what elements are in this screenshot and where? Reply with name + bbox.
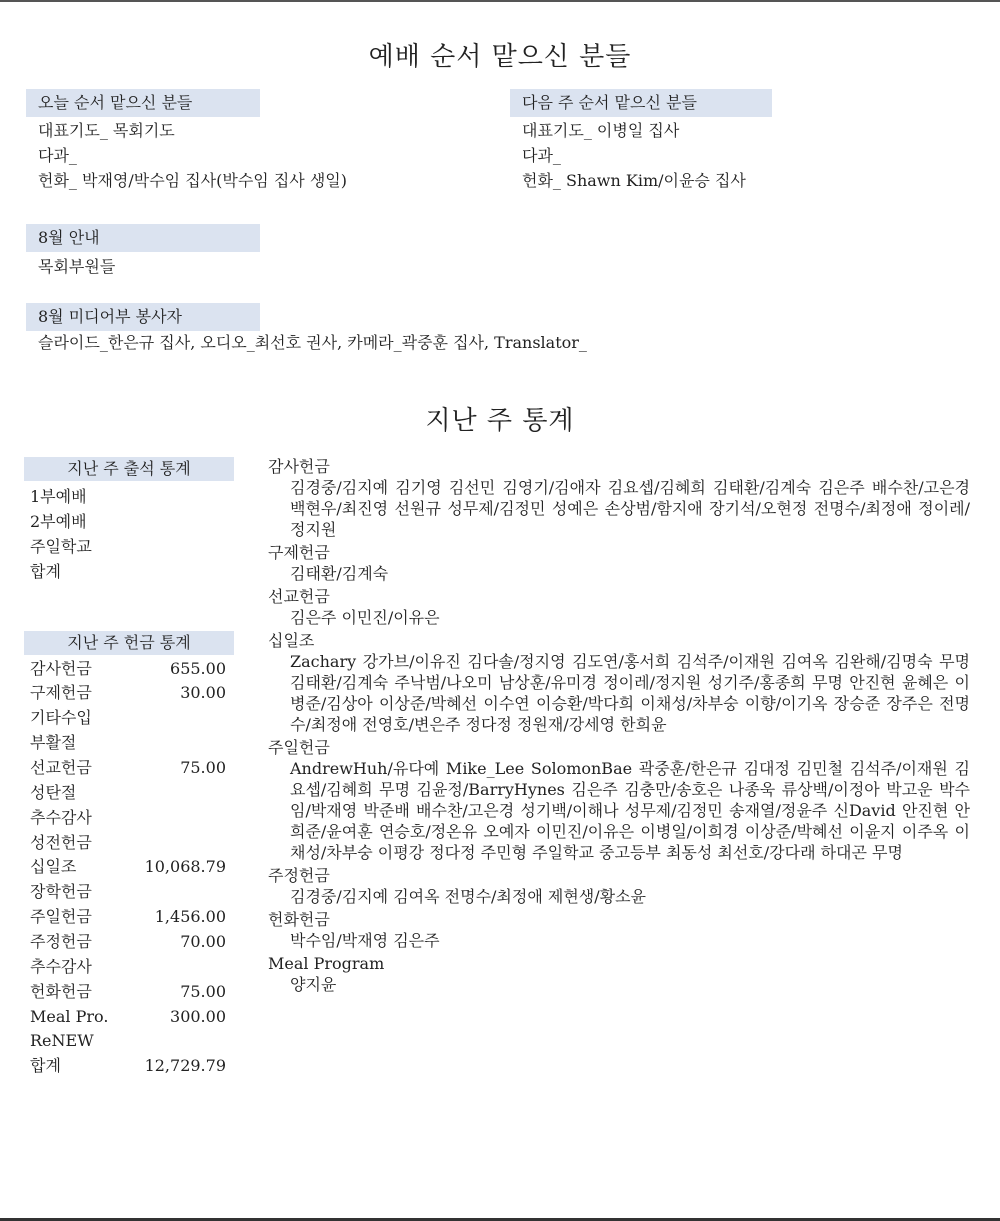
offering-row — [30, 681, 226, 705]
offering-amount: 12,729.79 — [144, 1056, 226, 1075]
offering-label: 주정헌금 — [30, 932, 92, 951]
offering-label: 선교헌금 — [30, 758, 92, 777]
offering-row — [30, 831, 226, 855]
offering-row — [30, 756, 226, 780]
offering-category: 주정헌금 — [268, 866, 330, 885]
offering-category: 선교헌금 — [268, 587, 330, 606]
offering-amount: 300.00 — [170, 1007, 226, 1026]
next-week-line: 다과_ — [522, 146, 561, 165]
offering-label: 성전헌금 — [30, 833, 92, 852]
offering-row — [30, 706, 226, 730]
offering-row — [30, 955, 226, 979]
offering-row — [30, 806, 226, 830]
attendance-row: 1부예배 — [30, 487, 87, 506]
offering-category: 주일헌금 — [268, 738, 330, 757]
today-header: 오늘 순서 맡으신 분들 — [26, 89, 260, 117]
offering-category: 십일조 — [268, 631, 315, 650]
offering-row — [30, 657, 226, 681]
offering-amount: 10,068.79 — [144, 857, 226, 876]
offering-amount: 75.00 — [180, 758, 226, 777]
offering-names: Zachary 강가브/이유진 김다솔/정지영 김도연/홍서희 김석주/이재원 김여옥 김완해/김명숙 무명 김태환/김계숙 주낙범/나오미 남상훈/유미경 정이레/정지원 성기주/홍종희 무명 안진현 윤혜은 이병준/김상아 이상준/박혜선 이수연 이승환/박다희 이채성/차부숭 이향/이기옥 장승준 장주은 전명수/최정애 전영호/변은주 정다정 정원재/강세영 한희윤 — [290, 652, 970, 734]
offering-row — [30, 1029, 226, 1053]
offering-names: 김경중/김지예 김여옥 전명수/최정애 제현생/황소윤 — [290, 887, 647, 906]
offering-label: 주일헌금 — [30, 907, 92, 926]
offering-category: Meal Program — [268, 954, 385, 973]
offering-label: Meal Pro. — [30, 1007, 109, 1026]
offering-amount: 655.00 — [170, 659, 226, 678]
attendance-row: 합계 — [30, 562, 61, 581]
attendance-row: 주일학교 — [30, 537, 92, 556]
offering-label: 감사헌금 — [30, 659, 92, 678]
offering-label: 장학헌금 — [30, 882, 92, 901]
offering-names: 김은주 이민진/이유은 — [290, 608, 440, 627]
august-guide-line: 목회부원들 — [38, 257, 116, 276]
next-week-header: 다음 주 순서 맡으신 분들 — [510, 89, 772, 117]
offering-names-list — [268, 456, 970, 997]
offering-label: 구제헌금 — [30, 683, 92, 702]
offering-category: 구제헌금 — [268, 543, 330, 562]
offering-row — [30, 781, 226, 805]
offering-label: 추수감사 — [30, 957, 92, 976]
today-line: 다과_ — [38, 146, 77, 165]
offering-label: 헌화헌금 — [30, 982, 92, 1001]
next-week-line: 헌화_ Shawn Kim/이윤승 집사 — [522, 171, 746, 190]
offering-label: ReNEW — [30, 1031, 94, 1050]
attendance-row: 2부예배 — [30, 512, 87, 531]
offering-row — [30, 731, 226, 755]
august-guide-header: 8월 안내 — [26, 224, 260, 252]
today-line: 헌화_ 박재영/박수임 집사(박수임 집사 생일) — [38, 171, 347, 190]
attendance-header: 지난 주 출석 통계 — [24, 457, 234, 481]
offering-label: 부활절 — [30, 733, 77, 752]
offering-row — [30, 880, 226, 904]
offering-row — [30, 980, 226, 1004]
offering-label: 추수감사 — [30, 808, 92, 827]
page-title: 예배 순서 맡으신 분들 — [368, 42, 632, 72]
offering-names: 양지윤 — [290, 975, 337, 994]
top-border — [0, 0, 1000, 2]
offering-row — [30, 930, 226, 954]
offering-names: AndrewHuh/유다예 Mike_Lee SolomonBae 곽중훈/한은규 김대정 김민철 김석주/이재원 김요셉/김혜희 무명 김윤정/BarryHynes 김은주 김충만/송호은 나종욱 류상백/이정아 박고운 박수임/박재영 박준배 배수찬/고은경 성기백/이해나 성무제/김정민 송재열/정윤주 신David 안진현 안희준/윤여훈 연승호/정온유 오예자 이민진/이유은 이병일/이희경 이상준/박혜선 이윤지 이주옥 이채성/차부숭 이평강 정다정 주민형 주일학교 중고등부 최동성 최선호/강다래 하대곤 무명 — [290, 759, 970, 862]
offering-row — [30, 1005, 226, 1029]
offering-row — [30, 905, 226, 929]
offering-label: 십일조 — [30, 857, 77, 876]
offering-label: 성탄절 — [30, 783, 77, 802]
offering-amount: 30.00 — [180, 683, 226, 702]
offering-names: 김태환/김계숙 — [290, 564, 389, 583]
offering-label: 합계 — [30, 1056, 61, 1075]
media-volunteers-line: 슬라이드_한은규 집사, 오디오_최선호 권사, 카메라_곽중훈 집사, Translator_ — [38, 333, 587, 352]
offering-row — [30, 855, 226, 879]
offering-amount: 75.00 — [180, 982, 226, 1001]
next-week-line: 대표기도_ 이병일 집사 — [522, 121, 680, 140]
offering-names: 박수임/박재영 김은주 — [290, 931, 440, 950]
offering-label: 기타수입 — [30, 708, 92, 727]
media-volunteers-header: 8월 미디어부 봉사자 — [26, 303, 260, 331]
stats-title: 지난 주 통계 — [425, 406, 575, 436]
offering-amount: 1,456.00 — [154, 907, 226, 926]
offering-category: 헌화헌금 — [268, 910, 330, 929]
today-line: 대표기도_ 목회기도 — [38, 121, 175, 140]
offering-category: 감사헌금 — [268, 457, 330, 476]
offering-amount: 70.00 — [180, 932, 226, 951]
offering-names: 김경중/김지예 김기영 김선민 김영기/김애자 김요셉/김혜희 김태환/김계숙 김은주 배수찬/고은경 백현우/최진영 선원규 성무제/김정민 성예은 손상범/함지애 장기석/오현정 전명수/최정애 정이레/정지원 — [290, 478, 970, 539]
offering-row — [30, 1054, 226, 1078]
offering-stats-header: 지난 주 헌금 통계 — [24, 631, 234, 655]
